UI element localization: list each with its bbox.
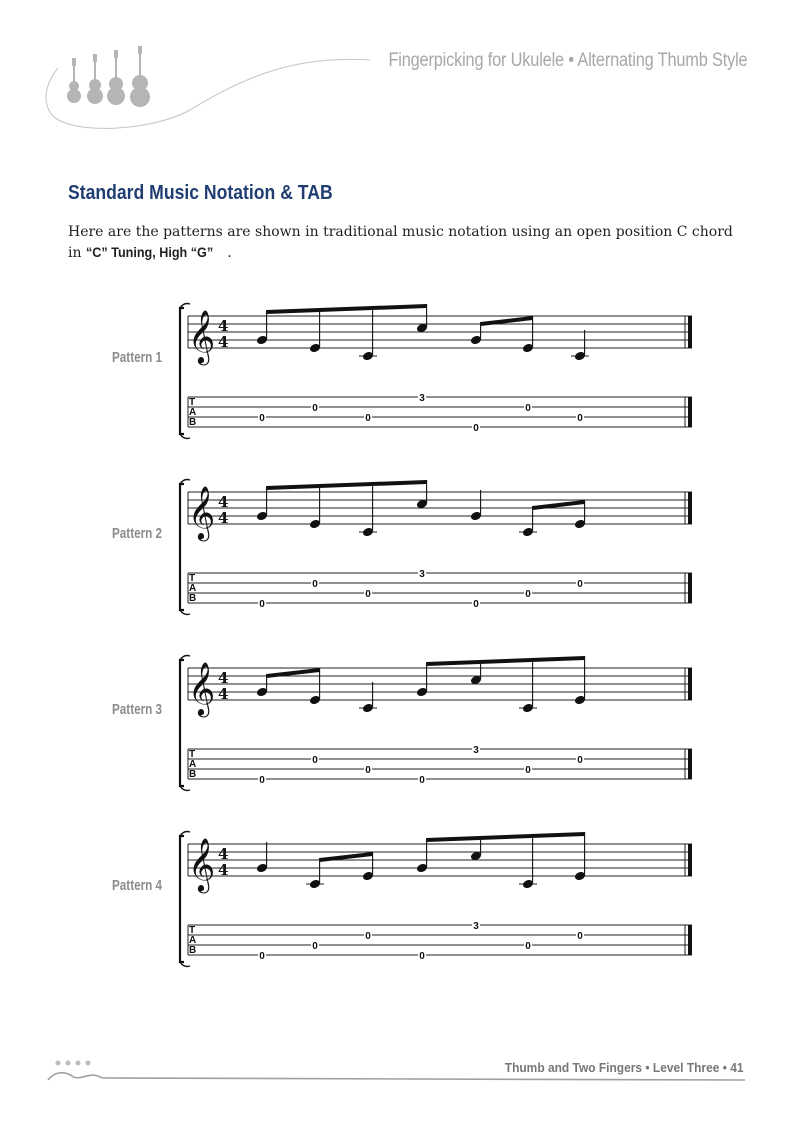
notation-system-1 [170,300,710,440]
tab-clef-letter: A [189,407,197,418]
tab-fret-number: 0 [525,403,531,414]
time-signature-bottom: 4 [218,685,229,703]
tab-fret-number: 0 [312,941,318,952]
time-signature-bottom: 4 [218,861,229,879]
tab-fret-number: 0 [577,579,583,590]
ukulele-icon-1 [67,58,81,103]
treble-clef-icon: 𝄞 [188,309,216,363]
intro-end: . [227,245,232,261]
time-signature-top: 4 [218,845,229,863]
system-group [180,832,692,967]
beam [427,656,585,666]
system-group [180,304,692,439]
intro-paragraph [68,222,738,263]
section-heading: Standard Music Notation & TAB [68,182,333,204]
tab-clef-letter: A [189,583,197,594]
tab-fret-number: 0 [525,765,531,776]
tab-fret-number: 0 [525,941,531,952]
tab-fret-number: 0 [365,589,371,600]
time-signature-top: 4 [218,317,229,335]
notation-system-2 [170,476,710,616]
tab-clef-letter: T [189,397,196,408]
beam [267,668,320,678]
time-signature-top: 4 [218,493,229,511]
tab-fret-number: 0 [419,951,425,962]
tab-clef-letter: B [189,593,197,604]
footer-dot-1 [56,1061,61,1066]
system-bracket [180,308,184,434]
time-signature-bottom: 4 [218,509,229,527]
system-group [180,656,692,791]
tab-fret-number: 0 [525,589,531,600]
beam [533,500,585,510]
tab-fret-number: 0 [577,755,583,766]
tab-fret-number: 0 [259,775,265,786]
tab-fret-number: 0 [473,423,479,434]
pattern-label-3: Pattern 3 [112,701,163,718]
beam [267,480,427,490]
tab-fret-number: 0 [577,413,583,424]
tab-clef-letter: A [189,759,197,770]
tab-fret-number: 0 [259,413,265,424]
tab-fret-number: 0 [365,413,371,424]
tab-fret-number: 0 [419,775,425,786]
time-signature-bottom: 4 [218,333,229,351]
tab-fret-number: 0 [312,403,318,414]
tab-fret-number: 3 [419,393,425,404]
tab-fret-number: 0 [312,755,318,766]
notation-system-3 [170,652,710,792]
tab-clef-letter: A [189,935,197,946]
system-bracket [180,836,184,962]
footer-dot-4 [86,1061,91,1066]
system-group [180,480,692,615]
pattern-label-2: Pattern 2 [112,525,163,542]
treble-clef-icon: 𝄞 [188,661,216,715]
footer-dot-3 [76,1061,81,1066]
tab-fret-number: 0 [312,579,318,590]
footer-dot-2 [66,1061,71,1066]
intro-text: Here are the patterns are shown in traditional music notation using an open position C chord in [68,224,733,261]
beam [320,852,373,862]
tab-fret-number: 0 [365,765,371,776]
tab-clef-letter: T [189,925,196,936]
time-signature-top: 4 [218,669,229,687]
beam [481,316,533,326]
tab-clef-letter: B [189,769,197,780]
tab-fret-number: 3 [473,745,479,756]
tab-fret-number: 0 [473,599,479,610]
treble-clef-icon: 𝄞 [188,485,216,539]
tab-fret-number: 0 [259,951,265,962]
tab-fret-number: 3 [473,921,479,932]
ukulele-logo [40,40,380,140]
system-bracket [180,660,184,786]
tab-clef-letter: B [189,945,197,956]
pattern-label-4: Pattern 4 [112,877,163,894]
header-title: Fingerpicking for Ukulele • Alternating Thumb Style [387,50,747,71]
tab-clef-letter: T [189,573,196,584]
tab-fret-number: 3 [419,569,425,580]
beam [267,304,427,314]
tab-clef-letter: T [189,749,196,760]
tab-fret-number: 0 [577,931,583,942]
ukulele-icon-2 [87,54,103,104]
system-bracket [180,484,184,610]
notation-system-4 [170,828,710,968]
beam [427,832,585,842]
ukulele-icon-4 [130,46,150,107]
treble-clef-icon: 𝄞 [188,837,216,891]
footer-page-text: Thumb and Two Fingers • Level Three • 41 [505,1060,744,1075]
tab-fret-number: 0 [259,599,265,610]
tab-fret-number: 0 [365,931,371,942]
ukulele-icon-3 [107,50,125,105]
pattern-label-1: Pattern 1 [112,349,163,366]
tab-clef-letter: B [189,417,197,428]
intro-tuning: “C” Tuning, High “G” [85,244,214,260]
